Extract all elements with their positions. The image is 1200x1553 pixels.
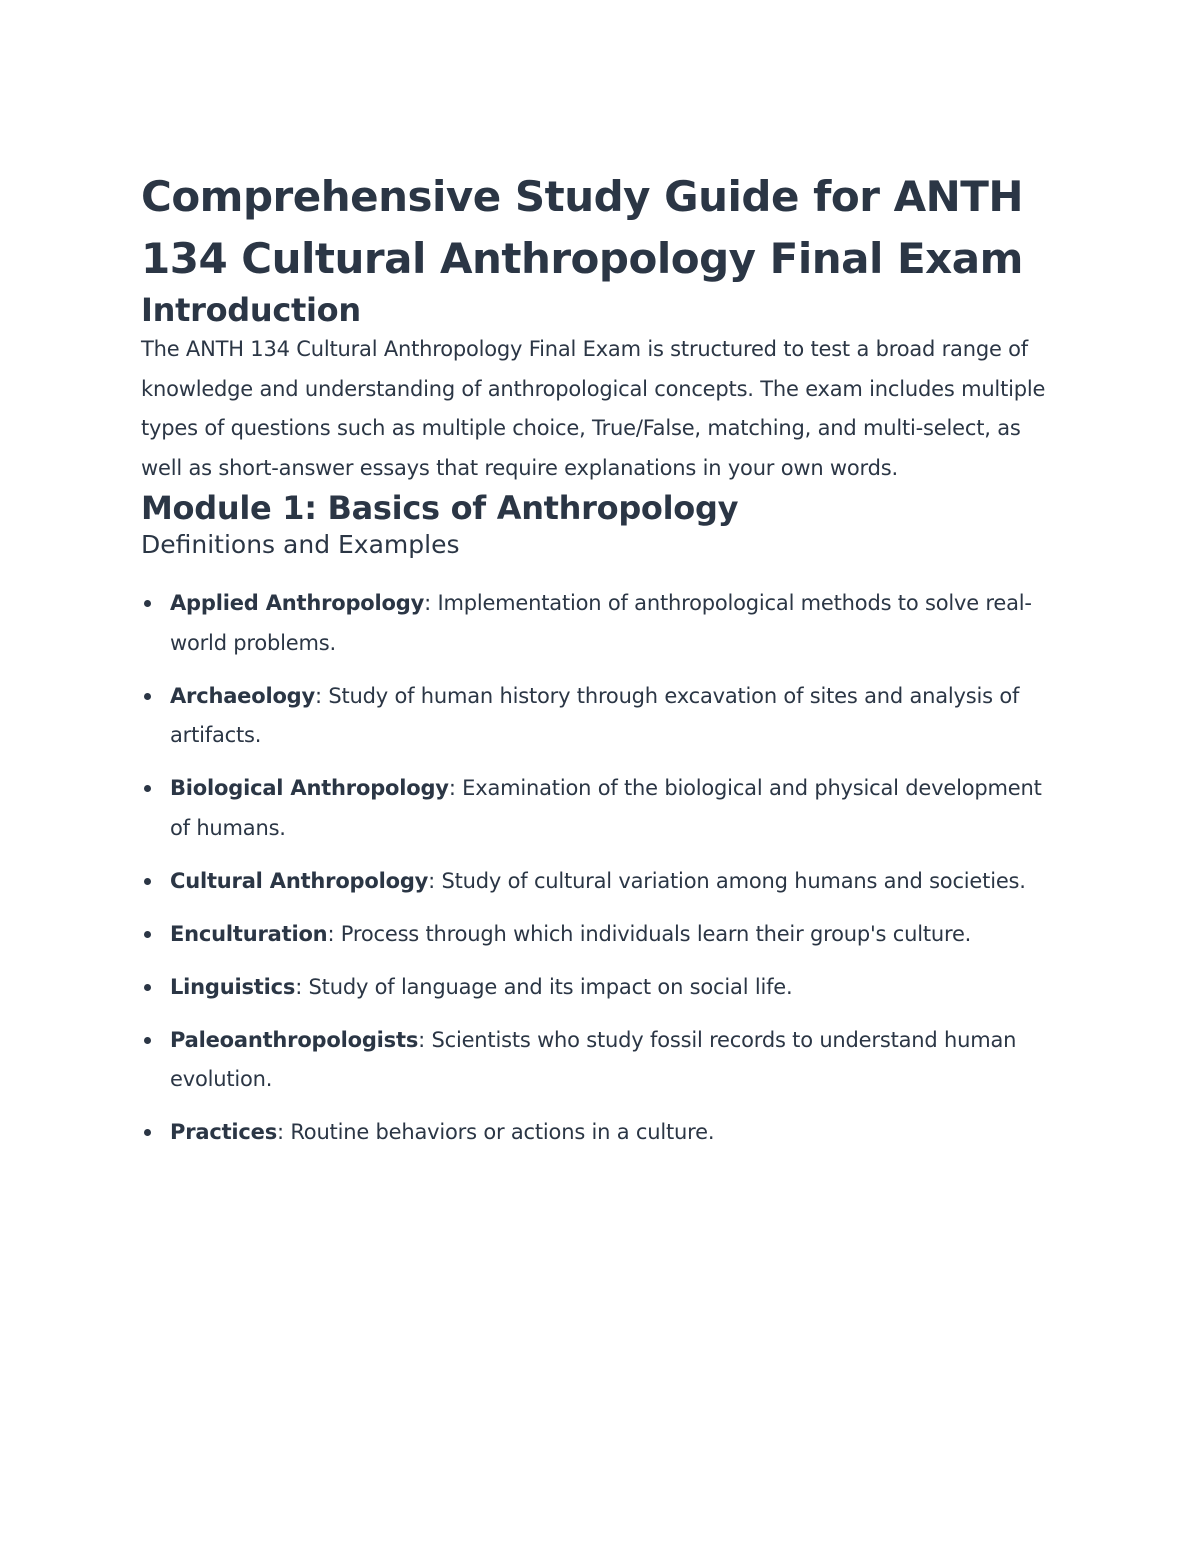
introduction-paragraph: The ANTH 134 Cultural Anthropology Final Exam is structured to test a broad range of knowledge and understanding of anthropological concepts. The exam includes multiple types of questions such as multiple choice, True/False, matching, and multi-select, as well as short-answer essays that require explanations in your own words. bbox=[141, 337, 1046, 480]
definitions-subheading: Definitions and Examples bbox=[141, 530, 460, 559]
term-definition: : Study of language and its impact on social life. bbox=[295, 974, 793, 999]
term-definition: : Routine behaviors or actions in a culture. bbox=[277, 1120, 715, 1144]
term-definition: : Scientists who study fossil records to understand human evolution. bbox=[170, 1027, 1017, 1091]
list-item bbox=[141, 1113, 1066, 1153]
bullet-icon bbox=[144, 600, 151, 607]
term-definition: : Process through which individuals learn their group's culture. bbox=[327, 921, 972, 946]
document-page bbox=[141, 166, 1066, 1166]
bullet-icon bbox=[144, 1129, 151, 1136]
term-definition: : Study of human history through excavation of sites and analysis of artifacts. bbox=[170, 683, 1020, 747]
introduction-heading: Introduction bbox=[141, 291, 361, 329]
term-label: Cultural Anthropology bbox=[170, 868, 429, 893]
module-1-heading: Module 1: Basics of Anthropology bbox=[141, 489, 739, 527]
list-item bbox=[141, 862, 1066, 902]
definitions-list bbox=[141, 584, 1066, 1153]
term-label: Practices bbox=[170, 1120, 277, 1144]
term-label: Applied Anthropology bbox=[170, 591, 425, 615]
bullet-icon bbox=[144, 1037, 151, 1044]
bullet-icon bbox=[144, 693, 151, 700]
term-label: Paleoanthropologists bbox=[170, 1027, 419, 1052]
list-item bbox=[141, 677, 1066, 756]
list-item bbox=[141, 968, 1066, 1008]
list-item bbox=[141, 769, 1066, 848]
bullet-icon bbox=[144, 931, 151, 938]
term-definition: : Implementation of anthropological methods to solve real-world problems. bbox=[170, 591, 1032, 655]
list-item bbox=[141, 915, 1066, 955]
bullet-icon bbox=[144, 785, 151, 792]
bullet-icon bbox=[144, 984, 151, 991]
term-label: Archaeology bbox=[170, 683, 315, 708]
term-definition: : Study of cultural variation among humans and societies. bbox=[428, 868, 1026, 893]
term-label: Enculturation bbox=[170, 921, 328, 946]
bullet-icon bbox=[144, 878, 151, 885]
list-item bbox=[141, 1021, 1066, 1100]
term-label: Linguistics bbox=[170, 974, 296, 999]
term-definition: : Examination of the biological and physical development of humans. bbox=[170, 776, 1042, 840]
term-label: Biological Anthropology bbox=[170, 776, 449, 800]
list-item bbox=[141, 584, 1066, 663]
document-title: Comprehensive Study Guide for ANTH 134 Cultural Anthropology Final Exam bbox=[141, 172, 1024, 283]
